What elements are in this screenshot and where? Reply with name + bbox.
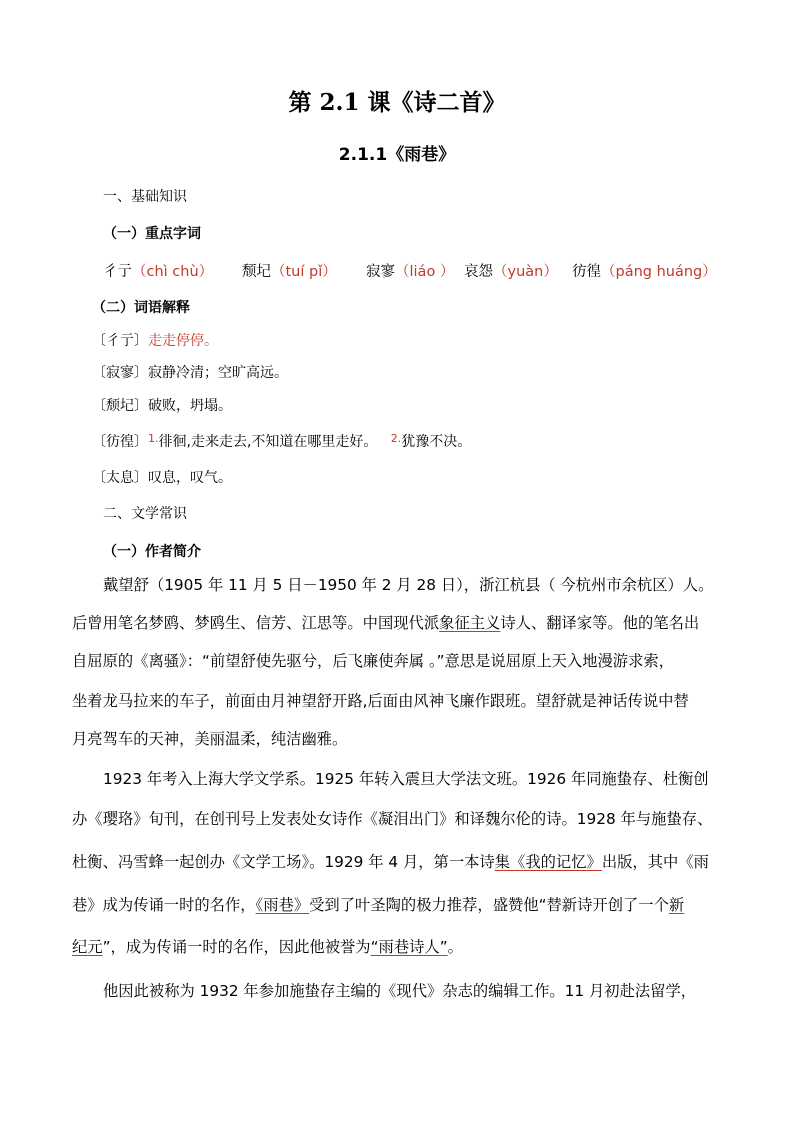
definition-text: 寂静冷清；空旷高远。 [148, 365, 288, 381]
underlined-term: “雨巷诗人” [370, 938, 448, 956]
subsection-author-intro: （一）作者简介 [103, 544, 201, 560]
underlined-term: 象征主义 [439, 614, 501, 632]
vocab-item [464, 260, 558, 281]
vocab-item [572, 260, 717, 281]
definition-row [92, 467, 232, 487]
definition-text: 叹息，叹气。 [148, 470, 232, 486]
vocab-pinyin: （chì chù） [132, 264, 214, 280]
vocab-pinyin: （tuí pǐ） [271, 264, 337, 280]
vocab-item [242, 260, 337, 281]
underlined-term: 《雨巷》 [255, 896, 310, 914]
paragraph-line: 办《璎珞》旬刊，在创刊号上发表处女诗作《凝泪出门》和译魏尔伦的诗。1928 年与施蛰存、 [72, 810, 713, 828]
paragraph-line: 他因此被称为 1932 年参加施蛰存主编的《现代》杂志的编辑工作。11 月初赴法留学， [103, 982, 697, 1000]
vocab-item [366, 260, 454, 281]
underlined-term: 新 [668, 896, 685, 914]
definition-number: 2. [390, 432, 402, 445]
definition-text: 破败，坍塌。 [148, 398, 232, 414]
paragraph-line: 1923 年考入上海大学文学系。1925 年转入震旦大学法文班。1926 年同施蛰存、杜衡创 [103, 770, 709, 788]
vocab-word: 彳亍 [103, 264, 132, 280]
definition-term: 〔颓圮〕 [92, 398, 148, 414]
subsection-key-words: （一）重点字词 [103, 226, 201, 242]
definition-row [92, 431, 471, 451]
paragraph-line: 后曾用笔名梦鸥、梦鸥生、信芳、江思等。中国现代派象征主义诗人、翻译家等。他的笔名出 [72, 614, 700, 632]
vocab-word: 彷徨 [572, 264, 601, 280]
vocab-item [103, 260, 213, 281]
definition-term: 〔彷徨〕 [92, 434, 148, 450]
definition-number: 1. [148, 432, 159, 445]
vocab-word: 哀怨 [464, 264, 493, 280]
definition-text: 犹豫不决。 [401, 434, 472, 450]
paragraph-line: 戴望舒（1905 年 11 月 5 日－1950 年 2 月 28 日），浙江杭县（ 今杭州市余杭区）人。 [103, 576, 714, 594]
definition-text: 徘徊,走来走去,不知道在哪里走好。 [158, 434, 378, 450]
paragraph-line: 月亮驾车的天神，美丽温柔，纯洁幽雅。 [72, 730, 348, 748]
vocab-pinyin: （liáo ） [395, 264, 455, 280]
definition-term: 〔彳亍〕 [92, 333, 148, 349]
vocab-word: 颓圮 [242, 264, 271, 280]
definition-row [92, 395, 232, 415]
page-title: 第 2.1 课《诗二首》 [288, 89, 506, 116]
paragraph-line: 坐着龙马拉来的车子，前面由月神望舒开路,后面由风神飞廉作跟班。望舒就是神话传说中替 [72, 692, 689, 710]
page-subtitle: 2.1.1《雨巷》 [338, 145, 456, 165]
definition-term: 〔寂寥〕 [92, 365, 148, 381]
paragraph-line: 自屈原的《离骚》：“前望舒使先驱兮，后飞廉使奔属 。”意思是说屈原上天入地漫游求索， [72, 652, 674, 670]
vocab-pinyin: （páng huáng） [601, 264, 717, 280]
vocab-pinyin: （yuàn） [493, 264, 558, 280]
section-basic-knowledge: 一、基础知识 [103, 189, 187, 205]
definition-row [92, 362, 288, 382]
definition-text: 走走停停。 [148, 333, 218, 349]
underlined-term: 纪元 [72, 938, 103, 956]
underlined-term: 集《我的记忆》 [494, 853, 602, 871]
section-literary-knowledge: 二、文学常识 [103, 506, 187, 522]
paragraph-line: 杜衡、冯雪蜂一起创办《文学工场》。1929 年 4 月，第一本诗集《我的记忆》出版，其中《雨 [72, 853, 709, 871]
definition-term: 〔太息〕 [92, 470, 148, 486]
definition-row [92, 330, 218, 350]
paragraph-line: 巷》成为传诵一时的名作，《雨巷》受到了叶圣陶的极力推荐，盛赞他“替新诗开创了一个新 [72, 896, 685, 914]
paragraph-line: 纪元”，成为传诵一时的名作，因此他被誉为“雨巷诗人”。 [72, 938, 463, 956]
subsection-word-meanings: （二）词语解释 [92, 300, 190, 316]
vocab-word: 寂寥 [366, 264, 395, 280]
